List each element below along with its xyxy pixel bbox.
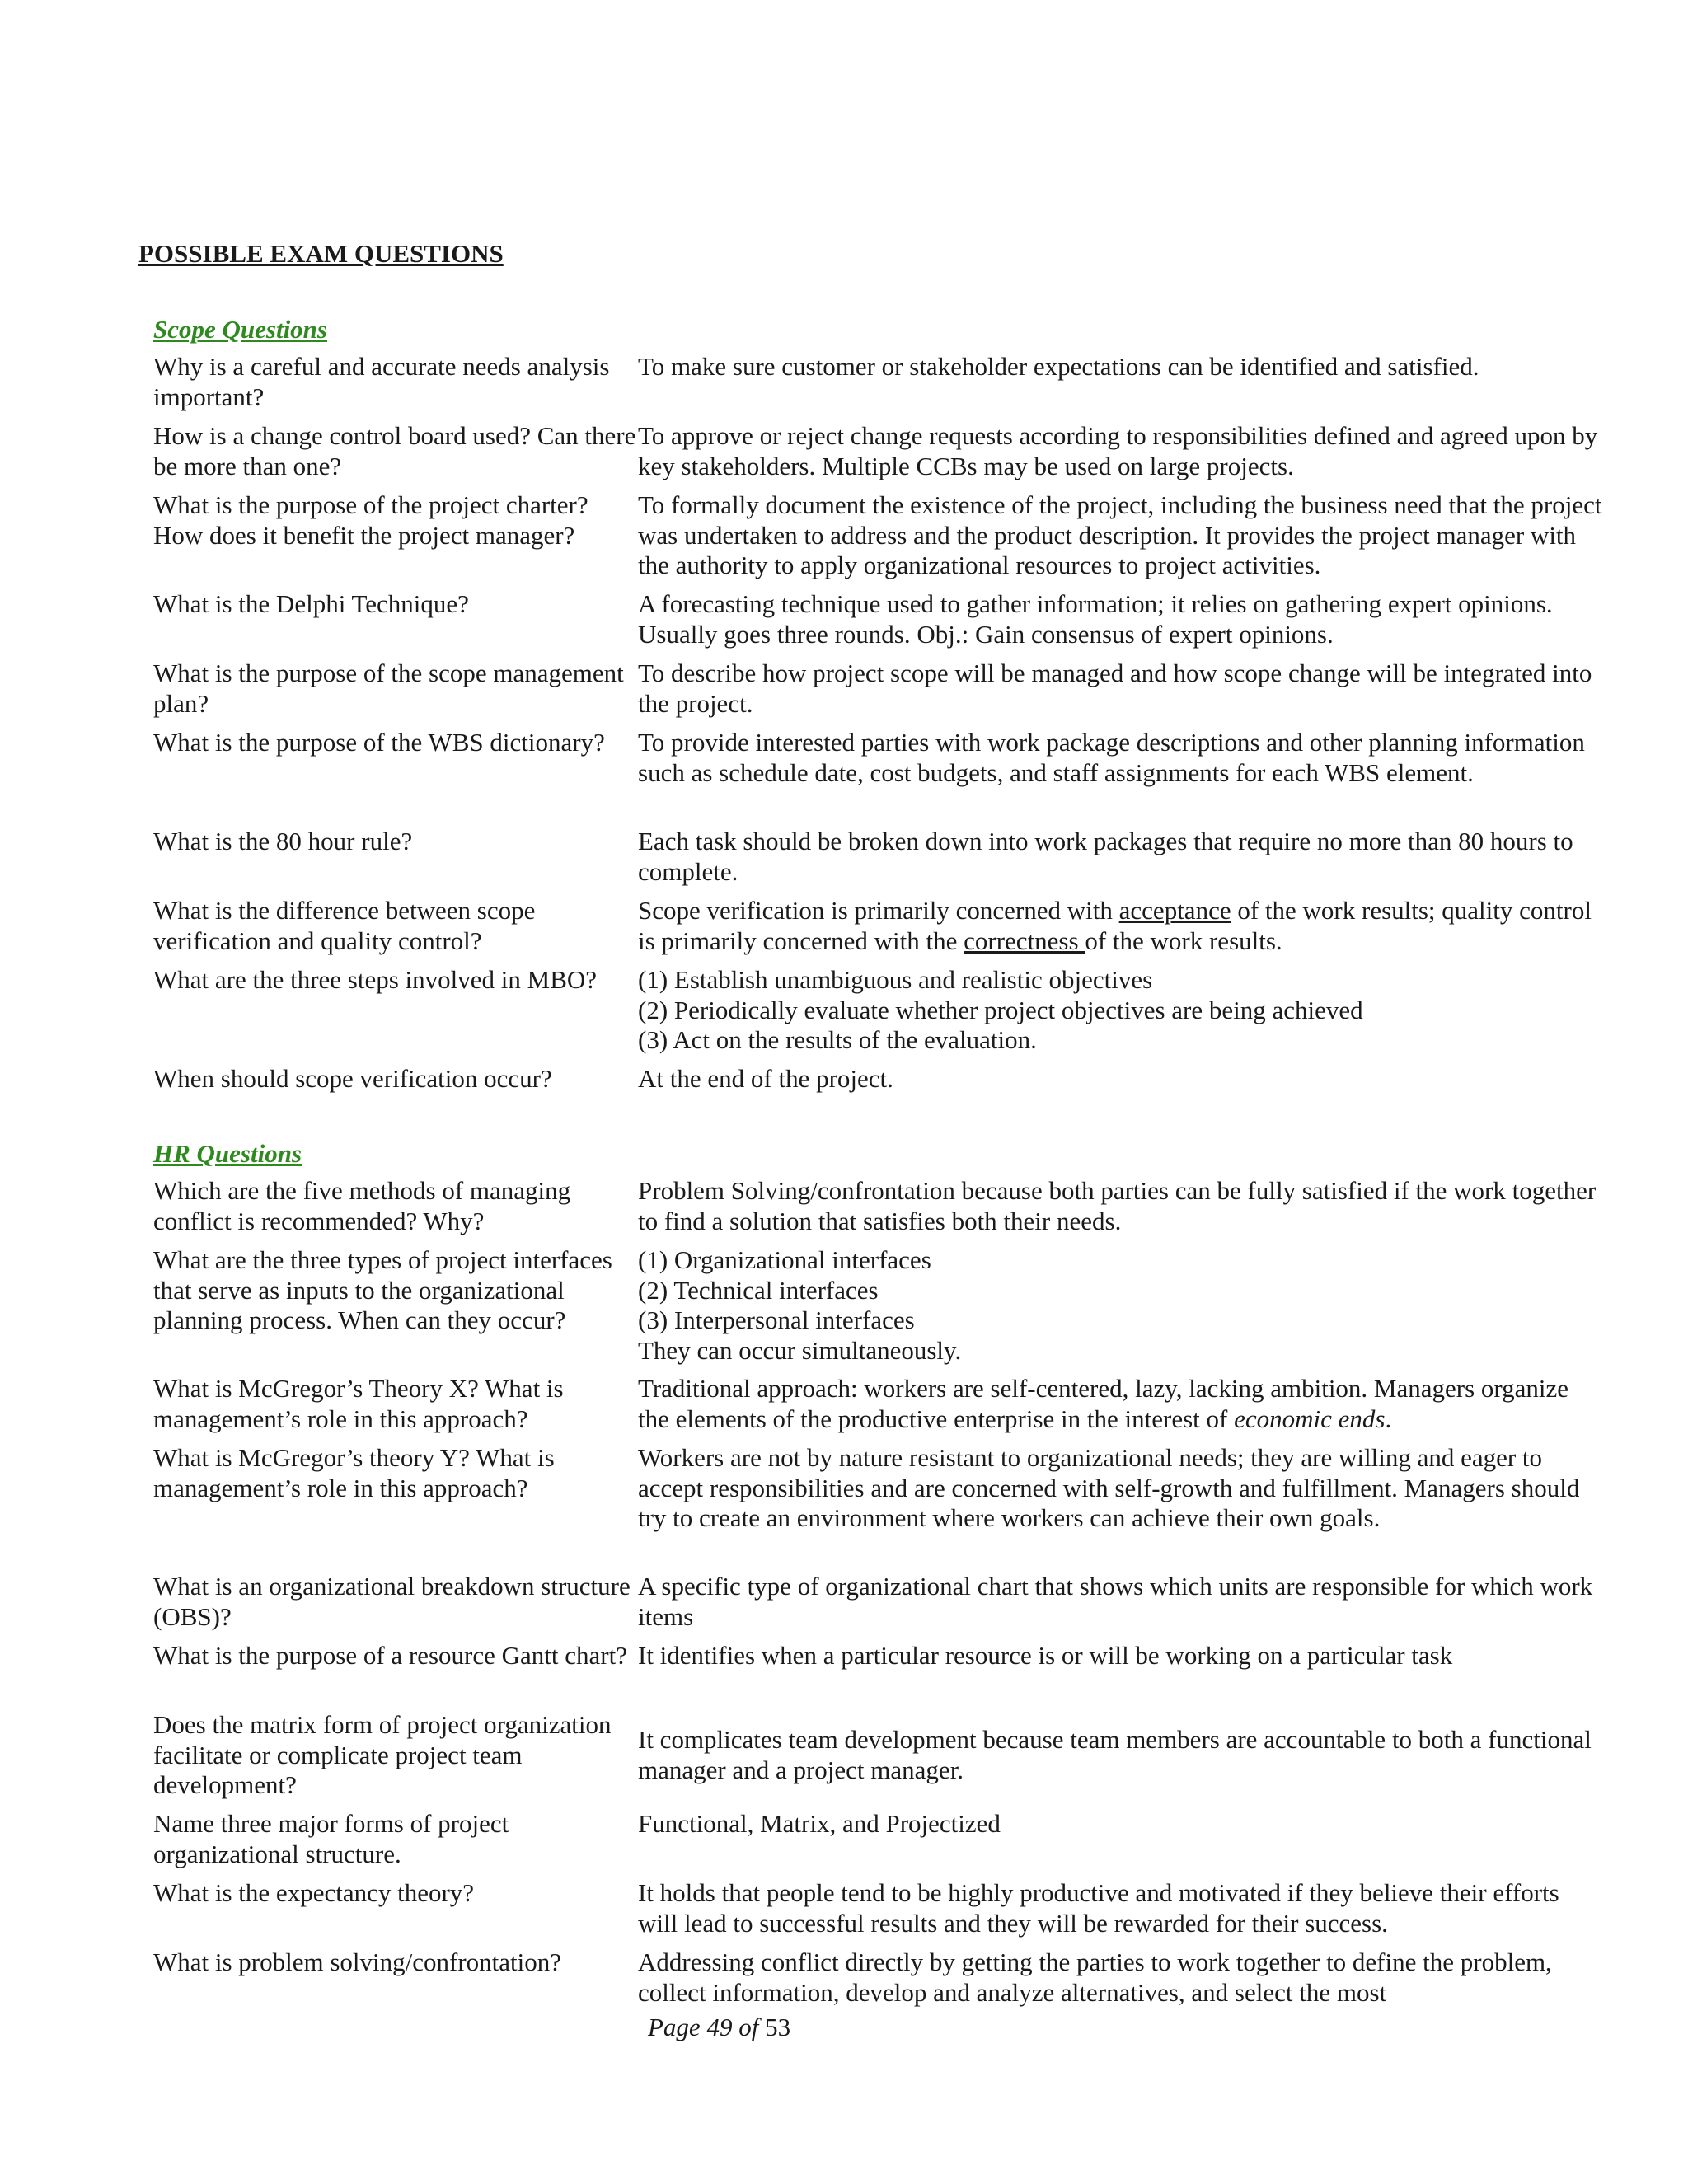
question: What is the expectancy theory? [153, 1878, 475, 1907]
answer: At the end of the project. [638, 1064, 893, 1093]
qa-row [153, 1374, 1604, 1443]
answer-line: (2) Periodically evaluate whether project objectives are being achieved [638, 995, 1363, 1024]
answer-line: (1) Organizational interfaces [638, 1245, 931, 1274]
question: What is the Delphi Technique? [153, 589, 469, 618]
question: What is the 80 hour rule? [153, 827, 413, 855]
emphasis-correctness: correctness [964, 926, 1085, 955]
answer-line: (3) Act on the results of the evaluation. [638, 1025, 1037, 1054]
page-total: 53 [765, 2013, 791, 2041]
qa-row [153, 658, 1604, 728]
answer: To make sure customer or stakeholder expectations can be identified and satisfied. [638, 352, 1479, 381]
scope-qa-table [153, 352, 1604, 1104]
qa-row [153, 1176, 1604, 1245]
qa-row [153, 1572, 1604, 1641]
answer: It identifies when a particular resource is or will be working on a particular task [638, 1641, 1453, 1670]
page-word: Page [648, 2013, 701, 2041]
hr-section-heading: HR Questions [153, 1139, 302, 1168]
question: What is the purpose of the scope management plan? [153, 658, 624, 718]
qa-row [153, 352, 1604, 421]
answer-line: (3) Interpersonal interfaces [638, 1305, 915, 1334]
hr-qa-table [153, 1176, 1604, 2017]
answer [638, 1245, 1604, 1374]
question: What is the purpose of a resource Gantt chart? [153, 1641, 627, 1670]
qa-row [153, 1947, 1604, 2017]
of-word: of [738, 2013, 759, 2041]
answer: It holds that people tend to be highly productive and motivated if they believe their efforts will lead to successful results and they will be rewarded for their success. [638, 1878, 1559, 1938]
question: Which are the five methods of managing conflict is recommended? Why? [153, 1176, 571, 1235]
question: Name three major forms of project organizational structure. [153, 1809, 509, 1868]
answer-text: Traditional approach: workers are self-centered, lazy, lacking ambition. Managers organize the elements of the productive enterprise in the interest of [638, 1374, 1569, 1433]
qa-row [153, 965, 1604, 1064]
answer [638, 965, 1604, 1064]
answer: Problem Solving/confrontation because both parties can be fully satisfied if the work together to find a solution that satisfies both their needs. [638, 1176, 1597, 1235]
emphasis-acceptance: acceptance [1118, 896, 1231, 925]
answer: It complicates team development because team members are accountable to both a functional manager and a project manager. [638, 1725, 1592, 1784]
answer: Each task should be broken down into work packages that require no more than 80 hours to complete. [638, 827, 1573, 886]
answer [638, 896, 1604, 965]
page-title: POSSIBLE EXAM QUESTIONS [138, 239, 504, 268]
answer-line: They can occur simultaneously. [638, 1335, 962, 1365]
answer: To approve or reject change requests according to responsibilities defined and agreed upon by key stakeholders. Multiple CCBs may be used on large projects. [638, 421, 1598, 480]
question: Does the matrix form of project organization facilitate or complicate project team development? [153, 1710, 612, 1799]
question: What are the three steps involved in MBO? [153, 965, 598, 994]
qa-row [153, 1443, 1604, 1572]
qa-row [153, 728, 1604, 827]
answer [638, 1374, 1604, 1443]
question: What is an organizational breakdown structure (OBS)? [153, 1572, 631, 1631]
qa-row [153, 421, 1604, 490]
question: When should scope verification occur? [153, 1064, 552, 1093]
emphasis-economic-ends: economic ends [1234, 1404, 1386, 1433]
qa-row [153, 896, 1604, 965]
answer: A specific type of organizational chart that shows which units are responsible for which work items [638, 1572, 1593, 1631]
qa-row [153, 1064, 1604, 1104]
qa-row [153, 1878, 1604, 1947]
question: What is problem solving/confrontation? [153, 1947, 562, 1976]
page-footer [648, 2013, 790, 2043]
answer-line: (1) Establish unambiguous and realistic objectives [638, 965, 1153, 994]
answer: To formally document the existence of the project, including the business need that the project was undertaken to address and the product description. It provides the project manager with the authority to apply organizational resources to project activities. [638, 490, 1602, 579]
answer: To describe how project scope will be managed and how scope change will be integrated into the project. [638, 658, 1592, 718]
qa-row [153, 1809, 1604, 1878]
qa-row [153, 1710, 1604, 1809]
question: What are the three types of project interfaces that serve as inputs to the organizational planning process. When can they occur? [153, 1245, 612, 1334]
answer-text: . [1385, 1404, 1392, 1433]
answer-text: of the work results; quality control is primarily concerned with the [638, 896, 1592, 955]
question: Why is a careful and accurate needs analysis important? [153, 352, 610, 411]
qa-row [153, 1245, 1604, 1374]
answer: Workers are not by nature resistant to organizational needs; they are willing and eager to accept responsibilities and are concerned with self-growth and fulfillment. Managers should try to create an environment where workers can achieve their own goals. [638, 1443, 1580, 1532]
question: What is the purpose of the WBS dictionary? [153, 728, 605, 757]
qa-row [153, 1641, 1604, 1710]
question: What is McGregor’s Theory X? What is management’s role in this approach? [153, 1374, 564, 1433]
question: What is McGregor’s theory Y? What is management’s role in this approach? [153, 1443, 555, 1502]
answer: Functional, Matrix, and Projectized [638, 1809, 1001, 1838]
question: How is a change control board used? Can there be more than one? [153, 421, 636, 480]
answer: A forecasting technique used to gather information; it relies on gathering expert opinions. Usually goes three rounds. Obj.: Gain consensus of expert opinions. [638, 589, 1553, 649]
page-number: 49 [706, 2013, 733, 2041]
qa-row [153, 589, 1604, 658]
answer-text: of the work results. [1085, 926, 1282, 955]
answer: To provide interested parties with work package descriptions and other planning information such as schedule date, cost budgets, and staff assignments for each WBS element. [638, 728, 1585, 787]
answer-line: (2) Technical interfaces [638, 1275, 879, 1305]
answer-text: Scope verification is primarily concerned with [638, 896, 1119, 925]
answer: Addressing conflict directly by getting the parties to work together to define the problem, collect information, develop and analyze alternatives, and select the most [638, 1947, 1552, 2007]
question: What is the purpose of the project charter? How does it benefit the project manager? [153, 490, 588, 550]
qa-row [153, 490, 1604, 589]
qa-row [153, 827, 1604, 896]
question: What is the difference between scope verification and quality control? [153, 896, 536, 955]
scope-section-heading: Scope Questions [153, 315, 327, 344]
